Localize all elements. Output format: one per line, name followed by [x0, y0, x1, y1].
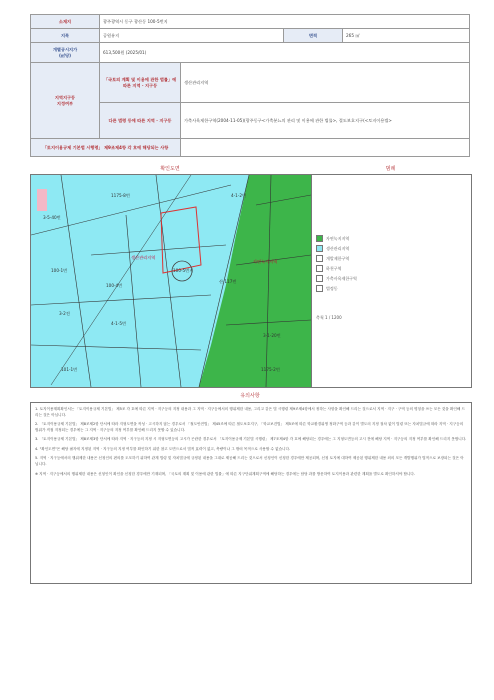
- map-label-lot2: 3-5-40번: [43, 215, 61, 220]
- map-label-lot9: 산 117번: [219, 279, 237, 284]
- map-label-parcel: 100-5번지: [173, 268, 194, 273]
- note-item: ※ 지역 · 지구등에서의 행위제한 내용은 신청인이 확인을 신청한 경우에만 기재되며, 「국토의 계획 및 이용에 관한 법률」에 따른 지구단위계획구역에 해당하는 경우에는 담당 과를 방문하여 토지이용과 관련한 계획을 별도로 확인하셔야 합니다.: [35, 471, 416, 476]
- legend-label: 생산관리지역: [326, 245, 350, 251]
- parcel-map: [30, 174, 312, 388]
- map-title: 확인도면: [160, 166, 180, 172]
- legend-swatch: [316, 245, 323, 252]
- legend-item: [316, 255, 349, 262]
- legend-item: [316, 265, 341, 272]
- map-label-lot3: 100-1번: [51, 268, 68, 273]
- legend-label: 법정동: [326, 285, 338, 291]
- map-legend: [311, 174, 472, 388]
- jimok-value: 공원유지: [100, 29, 284, 43]
- legend-item: [316, 285, 338, 292]
- note-item: 1. 토지이용계획확인서는 「토지이용규제 기본법」 제5조 각 호에 따른 지역 · 지구등의 지정 내용과 그 지역 · 지구등에서의 행위제한 내용, 그리고 같은 법 시행령 제9조제4항에서 정하는 사항을 확인해 드리는 것으로서 지역 · 지구 · 구역 등의 명칭을 쓰는 모든 것을 확인해 드리는 것은 아닙니다.: [35, 407, 465, 417]
- map-label-lot1: 1175-8번: [111, 193, 130, 198]
- map-svg: [31, 175, 311, 387]
- jimok-label: 지목: [31, 29, 100, 43]
- area-label: 면적: [284, 29, 343, 43]
- map-label-lot10: 1175-2번: [261, 367, 280, 372]
- legend-swatch: [316, 235, 323, 242]
- price-label-unit: (㎡당): [58, 52, 72, 58]
- zone-label-line1: 지역지구등: [54, 94, 76, 100]
- note-item: 4. "확인도면"은 해당 필지에 지정된 지역 · 지구등의 지정 여부를 확인하기 위한 참고 도면으로서 법적 효력이 없고, 측량이나 그 밖의 목적으로 사용할 수 없습니다.: [35, 446, 291, 451]
- pink-patch: [37, 189, 47, 211]
- info-table: [30, 14, 470, 157]
- legend-swatch: [316, 285, 323, 292]
- legend-title: 범례: [385, 166, 396, 172]
- note-item: 3. 「토지이용규제 기본법」 제8조제3항 단서에 따라 지역 · 지구등의 지정 시 지형도면등의 고시가 곤란한 경우로서 「토지이용규제 기본법 시행령」 제7조제4항 각 호에 해당되는 경우에는 그 지형도면등의 고시 전에 해당 지역 · 지구등의 지정 여부를 확인해 드리지 못합니다.: [35, 437, 467, 442]
- area-value: 265 ㎡: [343, 29, 470, 43]
- price-label: [31, 43, 100, 63]
- map-label-zone-green: 자연녹지지역: [253, 259, 278, 264]
- map-label-zone-cyan: 생산관리지역: [131, 255, 156, 260]
- price-value: 613,500원 (2025/01): [100, 43, 470, 63]
- map-label-lot4: 100-4번: [106, 283, 123, 288]
- notes-title: 유의사항: [240, 393, 260, 399]
- legend-swatch: [316, 275, 323, 282]
- price-label-text: 개별공시지가: [52, 46, 78, 52]
- enforce-value: [181, 139, 470, 157]
- legend-label: 하천구역: [326, 265, 342, 271]
- enforce-label: 「토지이용규제 기본법 시행령」 제9조제4항 각 호에 해당되는 사항: [31, 139, 181, 157]
- map-scale: 축척 1 / 1200: [316, 315, 342, 320]
- map-label-lot6: 4-1-5번: [111, 321, 127, 326]
- legend-label: 가축사육제한구역: [326, 275, 357, 281]
- zone-label-line2: 지정여부: [56, 100, 74, 106]
- legend-label: 개발제한구역: [326, 255, 350, 261]
- land-use-certificate: [30, 14, 470, 534]
- zone-sub1-value: 생산관리지역: [181, 63, 470, 103]
- map-label-lot8: 3-1-20번: [263, 333, 281, 338]
- legend-swatch: [316, 255, 323, 262]
- note-item: 2. 「토지이용규제 기본법」 제8조제2항 단서에 따라 지형도면을 작성 · 고시하지 않는 경우로서 「철도안전법」 제45조에 따른 철도보호지구, 「학교보건법」 제5조에 따른 학교환경위생 정화구역 등과 같이 별도의 지정 절차 없이 법령 또는 자치법규에 따라 지역 · 지구등의 범위가 직접 지정되는 경우에는 그 지역 · 지구등의 지정 여부를 확인해 드리지 못할 수 있습니다.: [35, 422, 464, 432]
- legend-item: [316, 275, 357, 282]
- map-label-lot5: 3-2전: [59, 311, 70, 316]
- legend-item: [316, 235, 349, 242]
- zone-sub2-value: 가축사육제한구역(2004-11-05)(광주동구<가축분뇨의 관리 및 이용에 관한 법률>, 절도보호지구(<토지이용법>: [181, 103, 470, 139]
- note-item: 5. 지역 · 지구등에서의 행위제한 내용은 신청인의 편의를 도모하기 위하여 관계 법령 및 자치법규에 규정된 내용을 그대로 제공해 드리는 것으로서 신청인이 신청한 경우에만 제공되며, 신청 토지에 대하여 제공된 행위제한 내용 외의 모든 개발행위가 법적으로 보장되는 것은 아닙니다.: [35, 456, 464, 466]
- legend-item: [316, 245, 349, 252]
- address-label: 소재지: [31, 15, 100, 29]
- notes-box: [30, 402, 472, 584]
- legend-swatch: [316, 265, 323, 272]
- zone-sub2-label: 다른 법령 등에 따른 지역 · 지구등: [100, 103, 181, 139]
- zone-label: [31, 63, 100, 139]
- zone-sub1-label: 「국토의 계획 및 이용에 관한 법률」에 따른 지역 · 지구등: [100, 63, 181, 103]
- legend-label: 자연녹지지역: [326, 235, 350, 241]
- map-label-lot11: 101-1번: [61, 367, 78, 372]
- map-label-lot7: 4-1-2번: [231, 193, 247, 198]
- address-value: 광주광역시 동구 광산동 100-5번지: [100, 15, 470, 29]
